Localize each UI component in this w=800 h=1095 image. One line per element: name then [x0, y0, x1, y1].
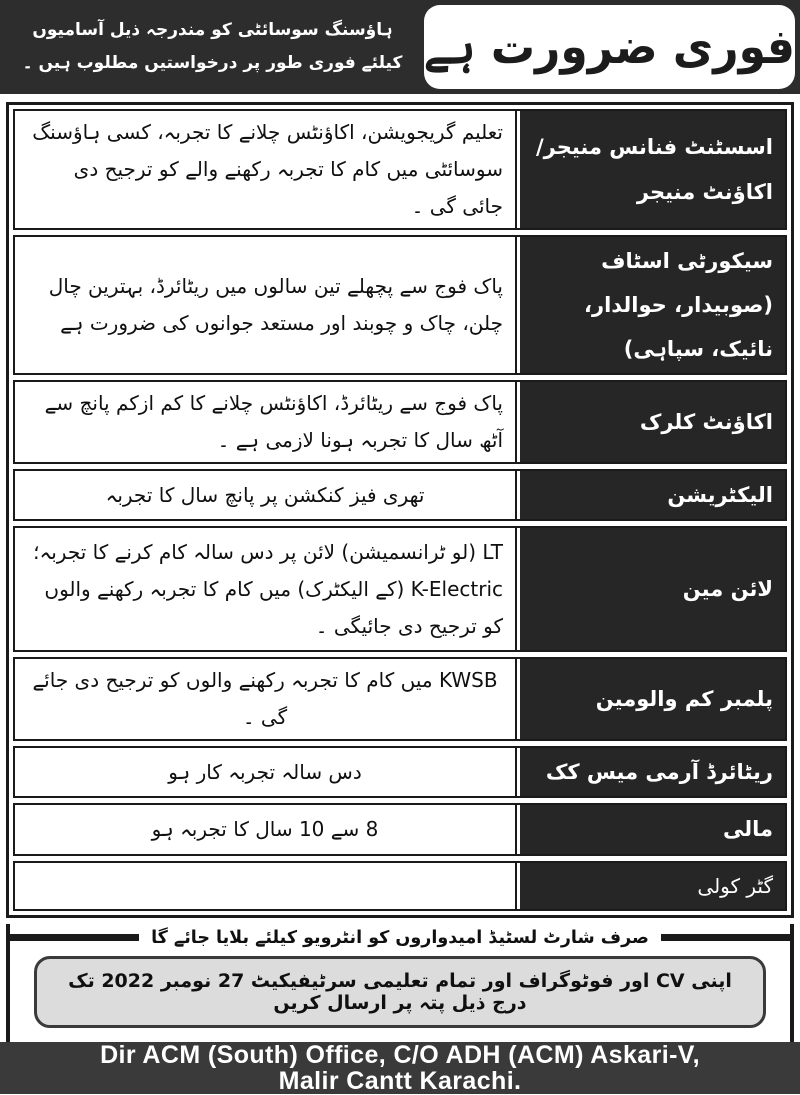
table-row: [13, 469, 787, 521]
job-title: اسسٹنٹ فنانس منیجر/ اکاؤنٹ منیجر: [535, 135, 773, 204]
lower-section: [6, 924, 794, 1042]
job-desc-cell: [15, 382, 517, 462]
job-desc-cell: [15, 659, 517, 739]
address-band: [0, 1042, 800, 1094]
job-title: پلمبر کم والومین: [595, 687, 773, 712]
urgent-title-box: [424, 5, 795, 89]
note-rule-right: [661, 934, 790, 941]
job-description: دس سالہ تجربہ کار ہو: [168, 759, 362, 784]
job-title-cell: [517, 237, 785, 373]
table-row: [13, 526, 787, 652]
shortlist-note: صرف شارٹ لسٹیڈ امیدواروں کو انٹرویو کیلئے بلایا جائے گا: [151, 927, 649, 948]
job-title-cell: [517, 111, 785, 228]
job-description: KWSB میں کام کا تجربہ رکھنے والوں کو ترجیح دی جائے گی ۔: [32, 668, 498, 730]
table-row: [13, 803, 787, 855]
table-row: [13, 380, 787, 464]
table-row: [13, 746, 787, 798]
address-line-2: Malir Cantt Karachi.: [278, 1066, 522, 1095]
header-intro-text: ہاؤسنگ سوسائٹی کو مندرجہ ذیل آسامیوں کیلئے فوری طور پر درخواستیں مطلوب ہیں ۔: [22, 19, 403, 73]
job-table: [6, 102, 794, 918]
job-desc-cell: [15, 528, 517, 650]
job-title: ریٹائرڈ آرمی میس کک: [545, 760, 773, 785]
job-title-cell: [517, 528, 785, 650]
job-desc-cell: [15, 748, 517, 796]
table-row: [13, 861, 787, 911]
job-title-cell: [517, 748, 785, 796]
ad-title: فوری ضرورت ہے: [423, 19, 795, 75]
job-desc-cell: [15, 111, 517, 228]
table-row: [13, 657, 787, 741]
note-rule-left: [10, 934, 139, 941]
job-desc-cell: [15, 805, 517, 853]
job-description: پاک فوج سے پچھلے تین سالوں میں ریٹائرڈ، بہترین چال چلن، چاک و چوبند اور مستعد جوانوں کی ضرورت ہے: [48, 274, 503, 336]
job-title: سیکورٹی اسٹاف (صوبیدار، حوالدار، نائیک، سپاہی): [584, 249, 773, 362]
job-title-cell: [517, 805, 785, 853]
job-description: LT (لو ٹرانسمیشن) لائن پر دس سالہ کام کرنے کا تجربہ؛ K-Electric (کے الیکٹرک) میں کام کا تجربہ رکھنے والوں کو ترجیح دی جائیگی ۔: [33, 539, 503, 638]
job-title: لائن مین: [682, 577, 773, 602]
job-desc-cell: [15, 471, 517, 519]
job-title-cell: [517, 659, 785, 739]
shortlist-note-row: [10, 924, 790, 948]
job-description: تھری فیز کنکشن پر پانچ سال کا تجربہ: [105, 482, 425, 507]
table-row: [13, 235, 787, 375]
ad-header-band: [0, 0, 800, 94]
job-title: گٹر کولی: [697, 873, 773, 898]
job-description: تعلیم گریجویشن، اکاؤنٹس چلانے کا تجربہ، کسی ہاؤسنگ سوسائٹی میں کام کا تجربہ رکھنے والے کو ترجیح دی جائی گی ۔: [32, 120, 503, 218]
job-title-cell: [517, 471, 785, 519]
job-description: 8 سے 10 سال کا تجربہ ہو: [151, 817, 379, 842]
job-title-cell: [517, 382, 785, 462]
cv-box-wrapper: [10, 948, 790, 1042]
table-row: [13, 109, 787, 230]
job-desc-cell: [15, 237, 517, 373]
cv-instruction-box: اپنی CV اور فوٹوگراف اور تمام تعلیمی سرٹیفیکیٹ 27 نومبر 2022 تک درج ذیل پتہ پر ارسال کریں: [34, 956, 766, 1028]
job-title: الیکٹریشن: [667, 483, 773, 508]
job-title: مالی: [722, 817, 773, 842]
job-title: اکاؤنٹ کلرک: [639, 410, 773, 435]
job-title-cell: [517, 863, 785, 909]
job-desc-cell: [15, 863, 517, 909]
address-line-1: Dir ACM (South) Office, C/O ADH (ACM) Askari-V,: [100, 1040, 700, 1069]
job-description: پاک فوج سے ریٹائرڈ، اکاؤنٹس چلانے کا کم ازکم پانچ سے آٹھ سال کا تجربہ ہونا لازمی ہے ۔: [44, 391, 503, 453]
